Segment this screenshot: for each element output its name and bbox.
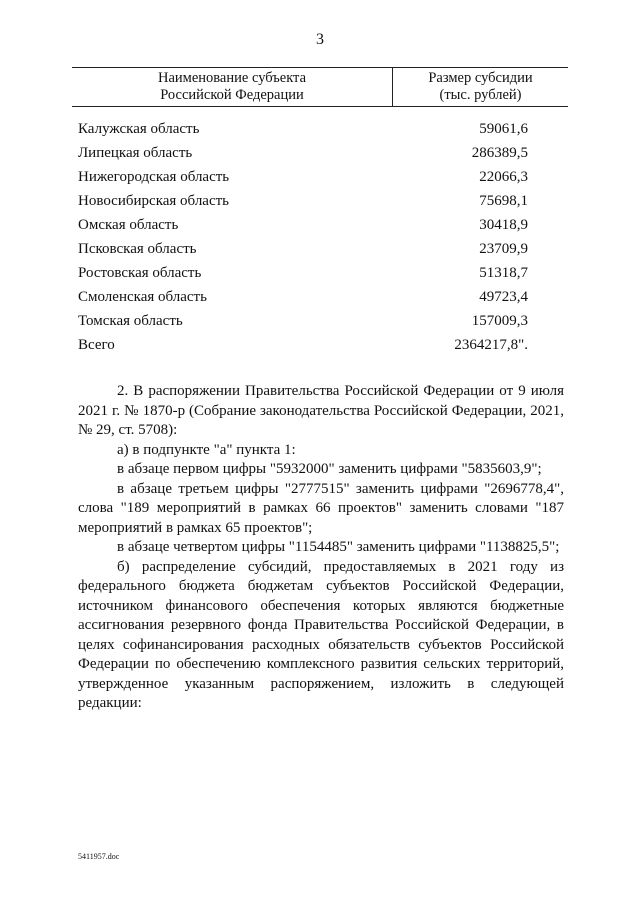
file-reference: 5411957.doc bbox=[78, 852, 120, 861]
table-row bbox=[78, 239, 558, 263]
subsidy-value: 51318,7 bbox=[479, 265, 528, 281]
page-number: 3 bbox=[316, 31, 324, 48]
subsidy-value: 59061,6 bbox=[479, 121, 528, 137]
subsidy-value: 23709,9 bbox=[479, 241, 528, 257]
paragraph-subitem-a: а) в подпункте "а" пункта 1: bbox=[117, 441, 296, 458]
table-row bbox=[78, 263, 558, 287]
region-name: Омская область bbox=[78, 217, 179, 233]
paragraph-subitem-b: б) распределение субсидий, предоставляемых в 2021 году из федерального бюджета бюджетам субъектов Российской Федерации, источником финансового обеспечения которых являются бюджетные ассигнования резервного фонда Правительства Российской Федерации, в целях софинансирования расходных обязательств субъектов Российской Федерации по обеспечению комплексного развития сельских территорий, утвержденное указанным распоряжением, изложить в следующей редакции: bbox=[78, 558, 564, 711]
paragraph-item-2: 2. В распоряжении Правительства Российской Федерации от 9 июля 2021 г. № 1870-р (Собрание законодательства Российской Федерации, 2021, № 29, ст. 5708): bbox=[78, 383, 564, 438]
total-label: Всего bbox=[78, 337, 115, 353]
column-header-size bbox=[393, 70, 568, 104]
table-row-total bbox=[78, 335, 558, 359]
subsidy-value: 157009,3 bbox=[471, 313, 528, 329]
column-header-name bbox=[72, 70, 392, 104]
table-row bbox=[78, 119, 558, 143]
paragraph-amendment-1: в абзаце первом цифры "5932000" заменить цифрами "5835603,9"; bbox=[117, 461, 542, 477]
region-name: Псковская область bbox=[78, 241, 197, 257]
region-name: Смоленская область bbox=[78, 289, 207, 305]
subsidy-value: 30418,9 bbox=[479, 217, 528, 233]
column-header-size-line1: Размер субсидии bbox=[428, 70, 533, 86]
total-value: 2364217,8". bbox=[454, 337, 528, 353]
region-name: Калужская область bbox=[78, 121, 200, 137]
subsidy-value: 22066,3 bbox=[479, 169, 528, 185]
column-header-name-line2: Российской Федерации bbox=[160, 87, 304, 103]
paragraph-amendment-2: в абзаце третьем цифры "2777515" заменить цифрами "2696778,4", слова "189 мероприятий в рамках 66 проектов" заменить словами "187 мероприятий в рамках 65 проектов"; bbox=[78, 480, 564, 536]
subsidy-value: 75698,1 bbox=[479, 193, 528, 209]
table-header bbox=[72, 67, 568, 107]
region-name: Новосибирская область bbox=[78, 193, 230, 209]
table-body bbox=[78, 119, 558, 359]
region-name: Ростовская область bbox=[78, 265, 202, 281]
paragraph-amendment-3: в абзаце четвертом цифры "1154485" заменить цифрами "1138825,5"; bbox=[117, 539, 560, 555]
column-header-size-line2: (тыс. рублей) bbox=[439, 87, 522, 103]
subsidy-value: 286389,5 bbox=[471, 145, 528, 161]
region-name: Липецкая область bbox=[78, 145, 193, 161]
column-header-name-line1: Наименование субъекта bbox=[157, 70, 307, 86]
table-row bbox=[78, 191, 558, 215]
table-row bbox=[78, 167, 558, 191]
region-name: Томская область bbox=[78, 313, 183, 329]
table-row bbox=[78, 215, 558, 239]
table-row bbox=[78, 311, 558, 335]
table-row bbox=[78, 287, 558, 311]
region-name: Нижегородская область bbox=[78, 169, 230, 185]
table-row bbox=[78, 143, 558, 167]
document-body bbox=[78, 382, 564, 714]
subsidy-value: 49723,4 bbox=[479, 289, 528, 305]
